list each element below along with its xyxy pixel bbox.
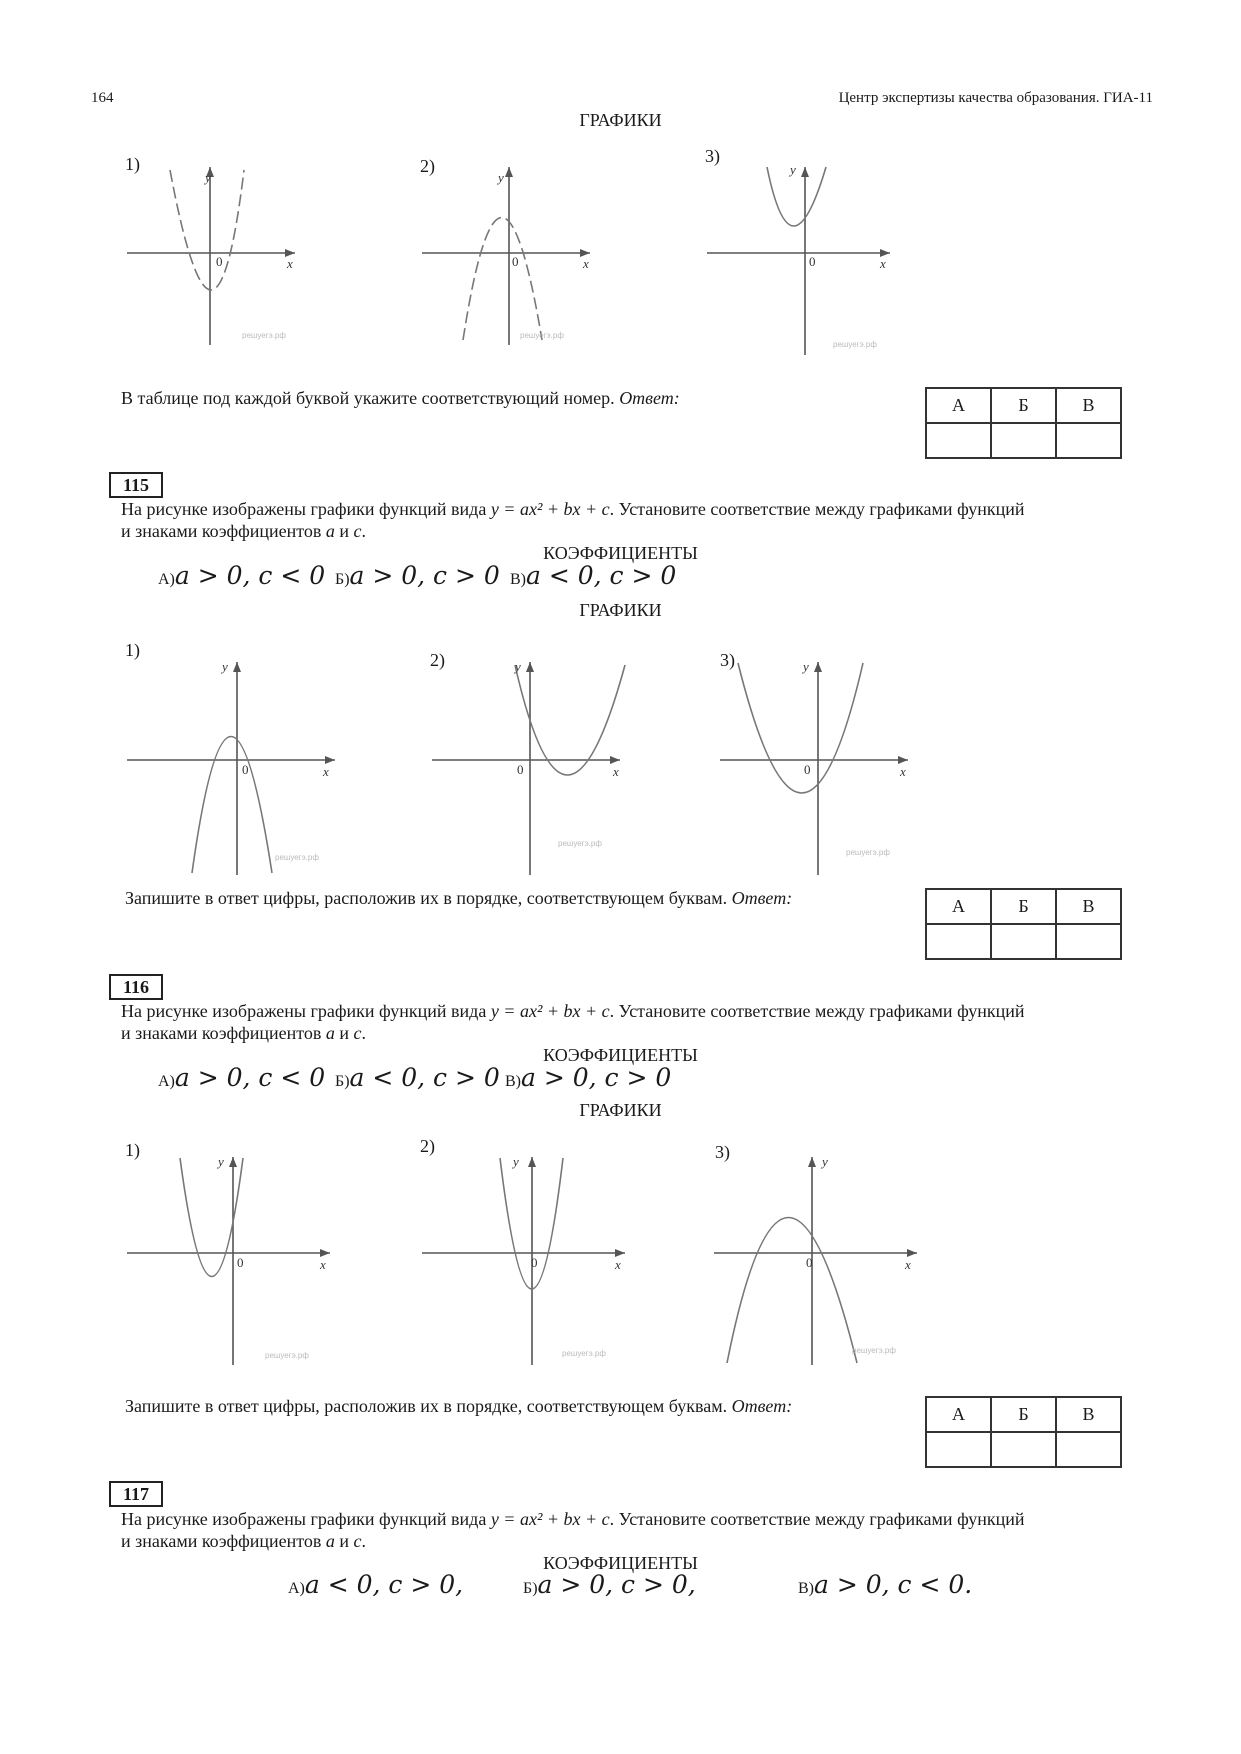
graph-label: 1) [125,640,140,660]
y-axis-label: y [515,659,521,674]
graphs-title: ГРАФИКИ [579,600,662,620]
graph-115-3 [718,660,918,875]
coef-option: Б)a < 0, c > 0 [335,1063,500,1092]
watermark: решуегэ.рф [275,853,319,862]
graph-116-2 [420,1155,630,1365]
answer-header: В [1056,388,1121,423]
coefficients-title: КОЭФФИЦИЕНТЫ [543,1553,698,1573]
answer-header: В [1056,889,1121,924]
parabola-curve [463,218,542,341]
x-arrow [320,1249,330,1257]
origin-label: 0 [216,254,223,269]
instruction: В таблице под каждой буквой укажите соответствующий номер. Ответ: [121,388,680,408]
parabola-curve [727,1218,857,1364]
graph-label: 3) [705,146,720,166]
answer-header: В [1056,1397,1121,1432]
graph-label: 2) [420,156,435,176]
answer-cell[interactable] [1056,1432,1121,1467]
watermark: решуегэ.рф [846,848,890,857]
y-arrow [505,167,513,177]
instruction: Запишите в ответ цифры, расположив их в порядке, соответствующем буквам. Ответ: [125,888,793,908]
answer-header: А [926,1397,991,1432]
graph-115-1 [125,660,335,875]
y-arrow [801,167,809,177]
y-arrow [814,662,822,672]
answer-cell[interactable] [1056,924,1121,959]
watermark: решуегэ.рф [520,331,564,340]
origin-label: 0 [804,762,811,777]
answer-header: А [926,388,991,423]
answer-table [925,1396,1122,1468]
answer-cell[interactable] [926,924,991,959]
graph-prev-3 [705,162,895,355]
coefficients-title: КОЭФФИЦИЕНТЫ [543,1045,698,1065]
watermark: решуегэ.рф [242,331,286,340]
task-statement: На рисунке изображены графики функций вида y = ax² + bx + c. Установите соответствие между графиками функций и знаками коэффициентов a и c. [121,499,1025,541]
task-statement: На рисунке изображены графики функций вида y = ax² + bx + c. Установите соответствие между графиками функций и знаками коэффициентов a и c. [121,1001,1025,1043]
answer-header: Б [991,388,1056,423]
y-arrow [229,1157,237,1167]
x-axis-label: x [613,764,619,779]
origin-label: 0 [242,762,249,777]
y-axis-label: y [513,1154,519,1169]
origin-label: 0 [809,254,816,269]
x-arrow [907,1249,917,1257]
origin-label: 0 [517,762,524,777]
page-number: 164 [91,90,114,106]
graph-label: 1) [125,1140,140,1160]
x-arrow [898,756,908,764]
y-arrow [528,1157,536,1167]
y-axis-label: y [218,1154,224,1169]
coef-option: В)a < 0, c > 0 [510,561,677,590]
watermark: решуегэ.рф [265,1351,309,1360]
parabola-curve [515,665,625,775]
answer-header: Б [991,889,1056,924]
origin-label: 0 [237,1255,244,1270]
task-number: 117 [109,1481,163,1507]
graph-label: 2) [430,650,445,670]
parabola-curve [192,737,272,874]
watermark: решуегэ.рф [558,839,602,848]
y-arrow [526,662,534,672]
coef-option: Б)a > 0, c > 0 [335,561,500,590]
x-axis-label: x [615,1257,621,1272]
x-arrow [325,756,335,764]
answer-cell[interactable] [991,1432,1056,1467]
x-axis-label: x [880,256,886,271]
y-axis-label: y [205,170,211,185]
graph-label: 3) [720,650,735,670]
answer-header: Б [991,1397,1056,1432]
y-arrow [233,662,241,672]
y-axis-label: y [498,170,504,185]
task-number: 115 [109,472,163,498]
coef-option: В)a > 0, c < 0. [798,1570,973,1599]
x-axis-label: x [323,764,329,779]
y-axis-label: y [822,1154,828,1169]
parabola-curve [170,170,244,290]
answer-header: А [926,889,991,924]
answer-cell[interactable] [991,924,1056,959]
x-axis-label: x [287,256,293,271]
answer-cell[interactable] [991,423,1056,458]
y-axis-label: y [790,162,796,177]
x-axis-label: x [905,1257,911,1272]
x-axis-label: x [900,764,906,779]
coef-option: А)a > 0, c < 0 [158,1063,326,1092]
answer-cell[interactable] [926,1432,991,1467]
graph-label: 1) [125,154,140,174]
x-arrow [610,756,620,764]
origin-label: 0 [531,1255,538,1270]
coefficients-title: КОЭФФИЦИЕНТЫ [543,543,698,563]
y-arrow [808,1157,816,1167]
origin-label: 0 [512,254,519,269]
graph-prev-1 [125,165,305,345]
x-axis-label: x [320,1257,326,1272]
graphs-title: ГРАФИКИ [579,1100,662,1120]
task-number: 116 [109,974,163,1000]
answer-cell[interactable] [1056,423,1121,458]
coef-option: А)a > 0, c < 0 [158,561,326,590]
graph-115-2 [430,660,630,875]
coef-option: А)a < 0, c > 0, [288,1570,464,1599]
answer-table [925,888,1122,960]
watermark: решуегэ.рф [562,1349,606,1358]
graphs-title: ГРАФИКИ [579,110,662,130]
answer-cell[interactable] [926,423,991,458]
running-header: Центр экспертизы качества образования. ГИА-11 [838,90,1153,106]
graph-116-1 [125,1155,335,1365]
watermark: решуегэ.рф [833,340,877,349]
graph-label: 3) [715,1142,730,1162]
origin-label: 0 [806,1255,813,1270]
y-axis-label: y [803,659,809,674]
coef-option: В)a > 0, c > 0 [505,1063,672,1092]
graph-116-3 [712,1155,922,1365]
x-axis-label: x [583,256,589,271]
instruction: Запишите в ответ цифры, расположив их в порядке, соответствующем буквам. Ответ: [125,1396,793,1416]
coef-option: Б)a > 0, c > 0, [523,1570,696,1599]
task-statement: На рисунке изображены графики функций вида y = ax² + bx + c. Установите соответствие между графиками функций и знаками коэффициентов a и c. [121,1509,1025,1551]
x-arrow [615,1249,625,1257]
graph-prev-2 [420,165,600,345]
parabola-curve [767,167,826,226]
y-axis-label: y [222,659,228,674]
parabola-curve [738,663,863,793]
answer-table [925,387,1122,459]
watermark: решуегэ.рф [852,1346,896,1355]
graph-label: 2) [420,1136,435,1156]
